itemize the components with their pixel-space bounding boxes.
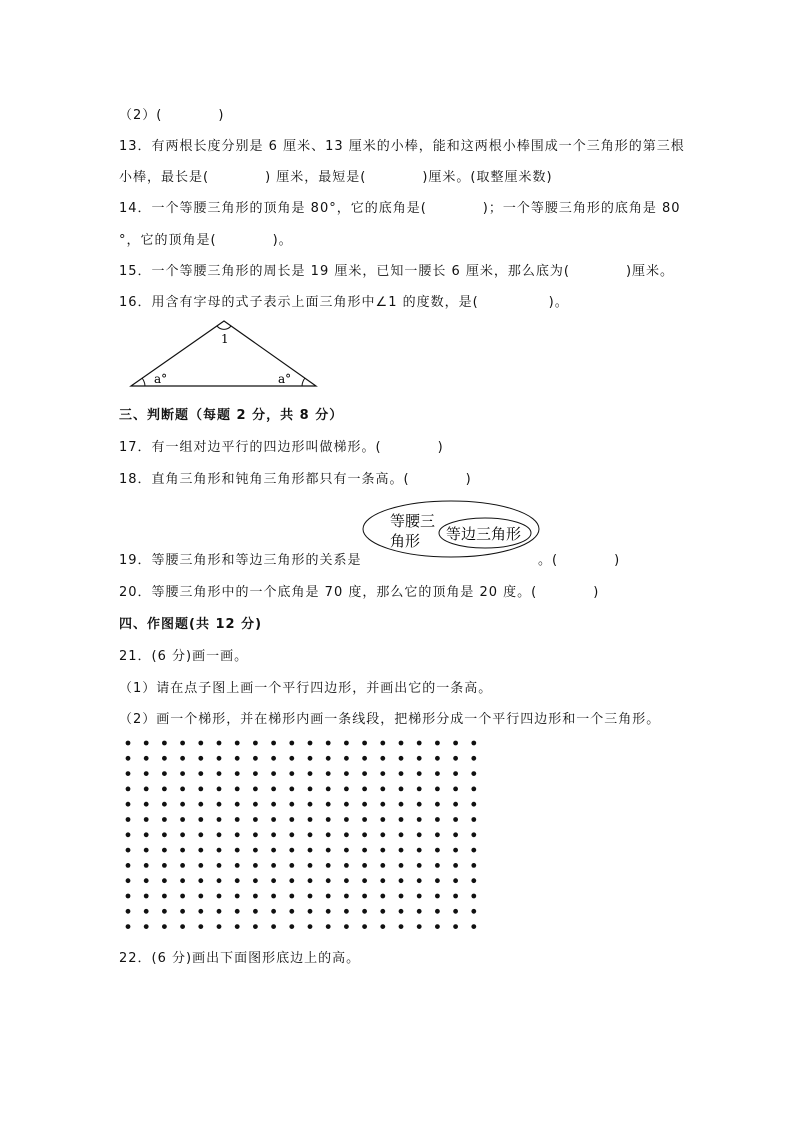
right-angle-arc xyxy=(302,378,305,386)
grid-dot[interactable] xyxy=(326,787,331,792)
grid-dot[interactable] xyxy=(308,878,313,883)
grid-dot[interactable] xyxy=(217,878,222,883)
grid-dot[interactable] xyxy=(180,878,185,883)
grid-dot[interactable] xyxy=(326,771,331,776)
question-19-part1: 19．等腰三角形和等边三角形的关系是 xyxy=(119,553,362,568)
dot-grid[interactable] xyxy=(120,734,485,936)
question-15: 15．一个等腰三角形的周长是 19 厘米，已知一腰长 6 厘米，那么底为( )厘米。 xyxy=(119,264,675,279)
grid-dot[interactable] xyxy=(271,741,276,746)
grid-dot[interactable] xyxy=(435,894,440,899)
grid-dot[interactable] xyxy=(471,878,476,883)
grid-dot[interactable] xyxy=(399,787,404,792)
grid-dot[interactable] xyxy=(399,909,404,914)
grid-dot[interactable] xyxy=(198,756,203,761)
grid-dot[interactable] xyxy=(435,787,440,792)
grid-dot[interactable] xyxy=(217,909,222,914)
grid-dot[interactable] xyxy=(399,756,404,761)
grid-dot[interactable] xyxy=(126,848,131,853)
grid-dot[interactable] xyxy=(235,909,240,914)
grid-dot[interactable] xyxy=(362,924,367,929)
grid-dot[interactable] xyxy=(217,924,222,929)
grid-dot[interactable] xyxy=(362,878,367,883)
grid-dot[interactable] xyxy=(471,894,476,899)
question-14-line1: 14．一个等腰三角形的顶角是 80°，它的底角是( )；一个等腰三角形的底角是 80 xyxy=(119,201,681,216)
grid-dot[interactable] xyxy=(471,817,476,822)
grid-dot[interactable] xyxy=(344,771,349,776)
grid-dot[interactable] xyxy=(235,878,240,883)
grid-dot[interactable] xyxy=(253,741,258,746)
grid-dot[interactable] xyxy=(217,894,222,899)
grid-dot[interactable] xyxy=(399,817,404,822)
grid-dot[interactable] xyxy=(180,924,185,929)
grid-dot[interactable] xyxy=(453,848,458,853)
grid-dot[interactable] xyxy=(453,817,458,822)
grid-dot[interactable] xyxy=(308,787,313,792)
grid-dot[interactable] xyxy=(217,787,222,792)
grid-dot[interactable] xyxy=(417,878,422,883)
grid-dot[interactable] xyxy=(235,924,240,929)
grid-dot[interactable] xyxy=(380,878,385,883)
grid-dot[interactable] xyxy=(162,832,167,837)
grid-dot[interactable] xyxy=(144,817,149,822)
grid-dot[interactable] xyxy=(344,756,349,761)
grid-dot[interactable] xyxy=(435,741,440,746)
grid-dot[interactable] xyxy=(162,878,167,883)
line-2: （2）( ) xyxy=(119,108,225,123)
grid-dot[interactable] xyxy=(308,741,313,746)
grid-dot[interactable] xyxy=(289,909,294,914)
grid-dot[interactable] xyxy=(198,741,203,746)
grid-dot[interactable] xyxy=(435,802,440,807)
grid-dot[interactable] xyxy=(180,787,185,792)
grid-dot[interactable] xyxy=(453,863,458,868)
question-16: 16．用含有字母的式子表示上面三角形中∠1 的度数，是( )。 xyxy=(119,295,569,310)
grid-dot[interactable] xyxy=(235,771,240,776)
grid-dot[interactable] xyxy=(326,924,331,929)
grid-dot[interactable] xyxy=(308,832,313,837)
grid-dot[interactable] xyxy=(362,863,367,868)
grid-dot[interactable] xyxy=(380,894,385,899)
question-21-part1: （1）请在点子图上画一个平行四边形，并画出它的一条高。 xyxy=(119,681,493,696)
grid-dot[interactable] xyxy=(453,924,458,929)
grid-dot[interactable] xyxy=(217,802,222,807)
grid-dot[interactable] xyxy=(126,756,131,761)
grid-dot[interactable] xyxy=(380,787,385,792)
grid-dot[interactable] xyxy=(289,771,294,776)
grid-dot[interactable] xyxy=(362,756,367,761)
venn-inner-label: 等边三角形 xyxy=(446,525,522,543)
grid-dot[interactable] xyxy=(380,924,385,929)
grid-dot[interactable] xyxy=(289,741,294,746)
grid-dot[interactable] xyxy=(399,771,404,776)
grid-dot[interactable] xyxy=(399,894,404,899)
grid-dot[interactable] xyxy=(471,756,476,761)
grid-dot[interactable] xyxy=(435,832,440,837)
section-4-heading: 四、作图题(共 12 分) xyxy=(119,617,263,632)
grid-dot[interactable] xyxy=(198,848,203,853)
grid-dot[interactable] xyxy=(471,863,476,868)
grid-dot[interactable] xyxy=(198,924,203,929)
grid-dot[interactable] xyxy=(362,802,367,807)
grid-dot[interactable] xyxy=(162,909,167,914)
grid-dot[interactable] xyxy=(289,756,294,761)
grid-dot[interactable] xyxy=(471,924,476,929)
grid-dot[interactable] xyxy=(417,756,422,761)
grid-dot[interactable] xyxy=(344,848,349,853)
grid-dot[interactable] xyxy=(198,878,203,883)
grid-dot[interactable] xyxy=(144,787,149,792)
grid-dot[interactable] xyxy=(435,771,440,776)
grid-dot[interactable] xyxy=(253,756,258,761)
grid-dot[interactable] xyxy=(253,878,258,883)
grid-dot[interactable] xyxy=(217,848,222,853)
grid-dot[interactable] xyxy=(144,771,149,776)
grid-dot[interactable] xyxy=(362,741,367,746)
grid-dot[interactable] xyxy=(453,832,458,837)
grid-dot[interactable] xyxy=(362,832,367,837)
grid-dot[interactable] xyxy=(380,863,385,868)
grid-dot[interactable] xyxy=(289,863,294,868)
grid-dot[interactable] xyxy=(289,894,294,899)
apex-angle-arc xyxy=(217,326,231,329)
grid-dot[interactable] xyxy=(453,787,458,792)
grid-dot[interactable] xyxy=(471,832,476,837)
grid-dot[interactable] xyxy=(126,924,131,929)
grid-dot[interactable] xyxy=(126,878,131,883)
grid-dot[interactable] xyxy=(380,832,385,837)
grid-dot[interactable] xyxy=(144,802,149,807)
grid-dot[interactable] xyxy=(289,787,294,792)
grid-dot[interactable] xyxy=(217,832,222,837)
right-angle-label: a° xyxy=(278,372,292,386)
grid-dot[interactable] xyxy=(326,817,331,822)
grid-dot[interactable] xyxy=(162,848,167,853)
grid-dot[interactable] xyxy=(435,878,440,883)
grid-dot[interactable] xyxy=(271,924,276,929)
grid-dot[interactable] xyxy=(235,802,240,807)
grid-dot[interactable] xyxy=(180,894,185,899)
grid-dot[interactable] xyxy=(344,817,349,822)
grid-dot[interactable] xyxy=(471,802,476,807)
grid-dot[interactable] xyxy=(417,863,422,868)
grid-dot[interactable] xyxy=(326,802,331,807)
grid-dot[interactable] xyxy=(399,924,404,929)
grid-dot[interactable] xyxy=(162,771,167,776)
grid-dot[interactable] xyxy=(162,863,167,868)
grid-dot[interactable] xyxy=(217,863,222,868)
grid-dot[interactable] xyxy=(144,756,149,761)
grid-dot[interactable] xyxy=(235,894,240,899)
grid-dot[interactable] xyxy=(308,756,313,761)
grid-dot[interactable] xyxy=(308,909,313,914)
grid-dot[interactable] xyxy=(144,741,149,746)
grid-dot[interactable] xyxy=(453,771,458,776)
section-3-heading: 三、判断题（每题 2 分，共 8 分） xyxy=(119,408,344,423)
grid-dot[interactable] xyxy=(180,848,185,853)
grid-dot[interactable] xyxy=(362,817,367,822)
question-18: 18．直角三角形和钝角三角形都只有一条高。( ) xyxy=(119,472,472,487)
grid-dot[interactable] xyxy=(144,878,149,883)
question-14-line2: °，它的顶角是( )。 xyxy=(119,233,293,248)
grid-dot[interactable] xyxy=(253,848,258,853)
grid-dot[interactable] xyxy=(271,863,276,868)
grid-dot[interactable] xyxy=(399,848,404,853)
grid-dot[interactable] xyxy=(362,771,367,776)
grid-dot[interactable] xyxy=(126,817,131,822)
grid-dot[interactable] xyxy=(162,817,167,822)
grid-dot[interactable] xyxy=(326,741,331,746)
grid-dot[interactable] xyxy=(417,817,422,822)
question-19-part2: 。( ) xyxy=(538,553,621,568)
grid-dot[interactable] xyxy=(235,787,240,792)
grid-dot[interactable] xyxy=(308,817,313,822)
grid-dot[interactable] xyxy=(326,878,331,883)
question-22: 22．(6 分)画出下面图形底边上的高。 xyxy=(119,951,361,966)
grid-dot[interactable] xyxy=(471,787,476,792)
grid-dot[interactable] xyxy=(126,894,131,899)
grid-dot[interactable] xyxy=(162,741,167,746)
question-13-line2: 小棒，最长是( ) 厘米，最短是( )厘米。(取整厘米数) xyxy=(119,170,553,185)
grid-dot[interactable] xyxy=(235,741,240,746)
grid-dot[interactable] xyxy=(453,909,458,914)
grid-dot[interactable] xyxy=(308,924,313,929)
grid-dot[interactable] xyxy=(235,832,240,837)
grid-dot[interactable] xyxy=(417,771,422,776)
grid-dot[interactable] xyxy=(435,817,440,822)
grid-dot[interactable] xyxy=(417,894,422,899)
grid-dot[interactable] xyxy=(453,756,458,761)
grid-dot[interactable] xyxy=(253,894,258,899)
question-20: 20．等腰三角形中的一个底角是 70 度，那么它的顶角是 20 度。( ) xyxy=(119,585,600,600)
grid-dot[interactable] xyxy=(144,863,149,868)
grid-dot[interactable] xyxy=(399,802,404,807)
grid-dot[interactable] xyxy=(326,832,331,837)
grid-dot[interactable] xyxy=(253,771,258,776)
grid-dot[interactable] xyxy=(271,771,276,776)
grid-dot[interactable] xyxy=(380,817,385,822)
grid-dot[interactable] xyxy=(435,863,440,868)
grid-dot[interactable] xyxy=(253,817,258,822)
question-17: 17．有一组对边平行的四边形叫做梯形。( ) xyxy=(119,440,444,455)
grid-dot[interactable] xyxy=(198,802,203,807)
grid-dot[interactable] xyxy=(326,848,331,853)
grid-dot[interactable] xyxy=(344,863,349,868)
grid-dot[interactable] xyxy=(144,832,149,837)
grid-dot[interactable] xyxy=(217,756,222,761)
grid-dot[interactable] xyxy=(253,802,258,807)
grid-dot[interactable] xyxy=(344,741,349,746)
venn-outer-label-1: 等腰三 xyxy=(390,512,436,530)
grid-dot[interactable] xyxy=(253,832,258,837)
grid-dot[interactable] xyxy=(144,894,149,899)
grid-dot[interactable] xyxy=(126,863,131,868)
grid-dot[interactable] xyxy=(344,787,349,792)
grid-dot[interactable] xyxy=(417,848,422,853)
grid-dot[interactable] xyxy=(344,878,349,883)
grid-dot[interactable] xyxy=(198,817,203,822)
apex-label: 1 xyxy=(221,332,229,346)
grid-dot[interactable] xyxy=(308,894,313,899)
grid-dot[interactable] xyxy=(271,894,276,899)
grid-dot[interactable] xyxy=(471,771,476,776)
grid-dot[interactable] xyxy=(235,756,240,761)
grid-dot[interactable] xyxy=(399,863,404,868)
grid-dot[interactable] xyxy=(217,771,222,776)
grid-dot[interactable] xyxy=(289,924,294,929)
grid-dot[interactable] xyxy=(435,909,440,914)
grid-dot[interactable] xyxy=(380,756,385,761)
grid-dot[interactable] xyxy=(162,802,167,807)
grid-dot[interactable] xyxy=(144,848,149,853)
grid-dot[interactable] xyxy=(180,832,185,837)
grid-dot[interactable] xyxy=(453,894,458,899)
left-angle-label: a° xyxy=(154,372,168,386)
grid-dot[interactable] xyxy=(180,817,185,822)
grid-dot[interactable] xyxy=(126,787,131,792)
grid-dot[interactable] xyxy=(289,848,294,853)
grid-dot[interactable] xyxy=(326,756,331,761)
grid-dot[interactable] xyxy=(198,894,203,899)
grid-dot[interactable] xyxy=(417,924,422,929)
left-angle-arc xyxy=(142,378,145,386)
grid-dot[interactable] xyxy=(235,848,240,853)
grid-dot[interactable] xyxy=(417,787,422,792)
grid-dot[interactable] xyxy=(253,787,258,792)
grid-dot[interactable] xyxy=(198,771,203,776)
venn-diagram xyxy=(360,498,545,560)
grid-dot[interactable] xyxy=(399,832,404,837)
grid-dot[interactable] xyxy=(271,817,276,822)
grid-dot[interactable] xyxy=(453,741,458,746)
grid-dot[interactable] xyxy=(180,863,185,868)
grid-dot[interactable] xyxy=(326,894,331,899)
grid-dot[interactable] xyxy=(271,832,276,837)
grid-dot[interactable] xyxy=(362,848,367,853)
grid-dot[interactable] xyxy=(289,802,294,807)
grid-dot[interactable] xyxy=(344,924,349,929)
grid-dot[interactable] xyxy=(180,802,185,807)
grid-dot[interactable] xyxy=(471,909,476,914)
grid-dot[interactable] xyxy=(126,909,131,914)
grid-dot[interactable] xyxy=(235,863,240,868)
grid-dot[interactable] xyxy=(253,909,258,914)
grid-dot[interactable] xyxy=(198,787,203,792)
grid-dot[interactable] xyxy=(326,909,331,914)
grid-dot[interactable] xyxy=(271,909,276,914)
grid-dot[interactable] xyxy=(435,848,440,853)
triangle-figure xyxy=(125,316,325,391)
grid-dot[interactable] xyxy=(435,756,440,761)
grid-dot[interactable] xyxy=(198,909,203,914)
grid-dot[interactable] xyxy=(380,771,385,776)
grid-dot[interactable] xyxy=(271,756,276,761)
grid-dot[interactable] xyxy=(253,924,258,929)
venn-outer-label-2: 角形 xyxy=(390,532,421,550)
grid-dot[interactable] xyxy=(217,817,222,822)
grid-dot[interactable] xyxy=(380,741,385,746)
grid-dot[interactable] xyxy=(344,909,349,914)
grid-dot[interactable] xyxy=(289,832,294,837)
grid-dot[interactable] xyxy=(380,802,385,807)
grid-dot[interactable] xyxy=(126,802,131,807)
grid-dot[interactable] xyxy=(453,802,458,807)
grid-dot[interactable] xyxy=(271,878,276,883)
grid-dot[interactable] xyxy=(271,787,276,792)
grid-dot[interactable] xyxy=(162,756,167,761)
grid-dot[interactable] xyxy=(417,832,422,837)
grid-dot[interactable] xyxy=(144,924,149,929)
grid-dot[interactable] xyxy=(198,863,203,868)
grid-dot[interactable] xyxy=(180,741,185,746)
grid-dot[interactable] xyxy=(144,909,149,914)
grid-dot[interactable] xyxy=(344,894,349,899)
grid-dot[interactable] xyxy=(235,817,240,822)
grid-dot[interactable] xyxy=(180,909,185,914)
grid-dot[interactable] xyxy=(126,832,131,837)
grid-dot[interactable] xyxy=(435,924,440,929)
grid-dot[interactable] xyxy=(362,909,367,914)
grid-dot[interactable] xyxy=(471,741,476,746)
grid-dot[interactable] xyxy=(453,878,458,883)
question-21: 21．(6 分)画一画。 xyxy=(119,649,249,664)
grid-dot[interactable] xyxy=(362,787,367,792)
grid-dot[interactable] xyxy=(344,832,349,837)
grid-dot[interactable] xyxy=(417,741,422,746)
grid-dot[interactable] xyxy=(308,848,313,853)
grid-dot[interactable] xyxy=(362,894,367,899)
grid-dot[interactable] xyxy=(399,741,404,746)
grid-dot[interactable] xyxy=(180,756,185,761)
grid-dot[interactable] xyxy=(417,909,422,914)
grid-dot[interactable] xyxy=(198,832,203,837)
grid-dot[interactable] xyxy=(308,771,313,776)
grid-dot[interactable] xyxy=(308,863,313,868)
grid-dot[interactable] xyxy=(380,848,385,853)
grid-dot[interactable] xyxy=(180,771,185,776)
grid-dot[interactable] xyxy=(326,863,331,868)
grid-dot[interactable] xyxy=(308,802,313,807)
grid-dot[interactable] xyxy=(126,771,131,776)
grid-dot[interactable] xyxy=(253,863,258,868)
grid-dot[interactable] xyxy=(380,909,385,914)
grid-dot[interactable] xyxy=(399,878,404,883)
grid-dot[interactable] xyxy=(162,894,167,899)
grid-dot[interactable] xyxy=(126,741,131,746)
grid-dot[interactable] xyxy=(217,741,222,746)
grid-dot[interactable] xyxy=(271,802,276,807)
grid-dot[interactable] xyxy=(289,878,294,883)
grid-dot[interactable] xyxy=(162,787,167,792)
grid-dot[interactable] xyxy=(471,848,476,853)
grid-dot[interactable] xyxy=(271,848,276,853)
question-13-line1: 13．有两根长度分别是 6 厘米、13 厘米的小棒，能和这两根小棒围成一个三角形的第三根 xyxy=(119,139,685,154)
question-21-part2: （2）画一个梯形，并在梯形内画一条线段，把梯形分成一个平行四边形和一个三角形。 xyxy=(119,712,661,727)
grid-dot[interactable] xyxy=(289,817,294,822)
grid-dot[interactable] xyxy=(162,924,167,929)
grid-dot[interactable] xyxy=(417,802,422,807)
grid-dot[interactable] xyxy=(344,802,349,807)
